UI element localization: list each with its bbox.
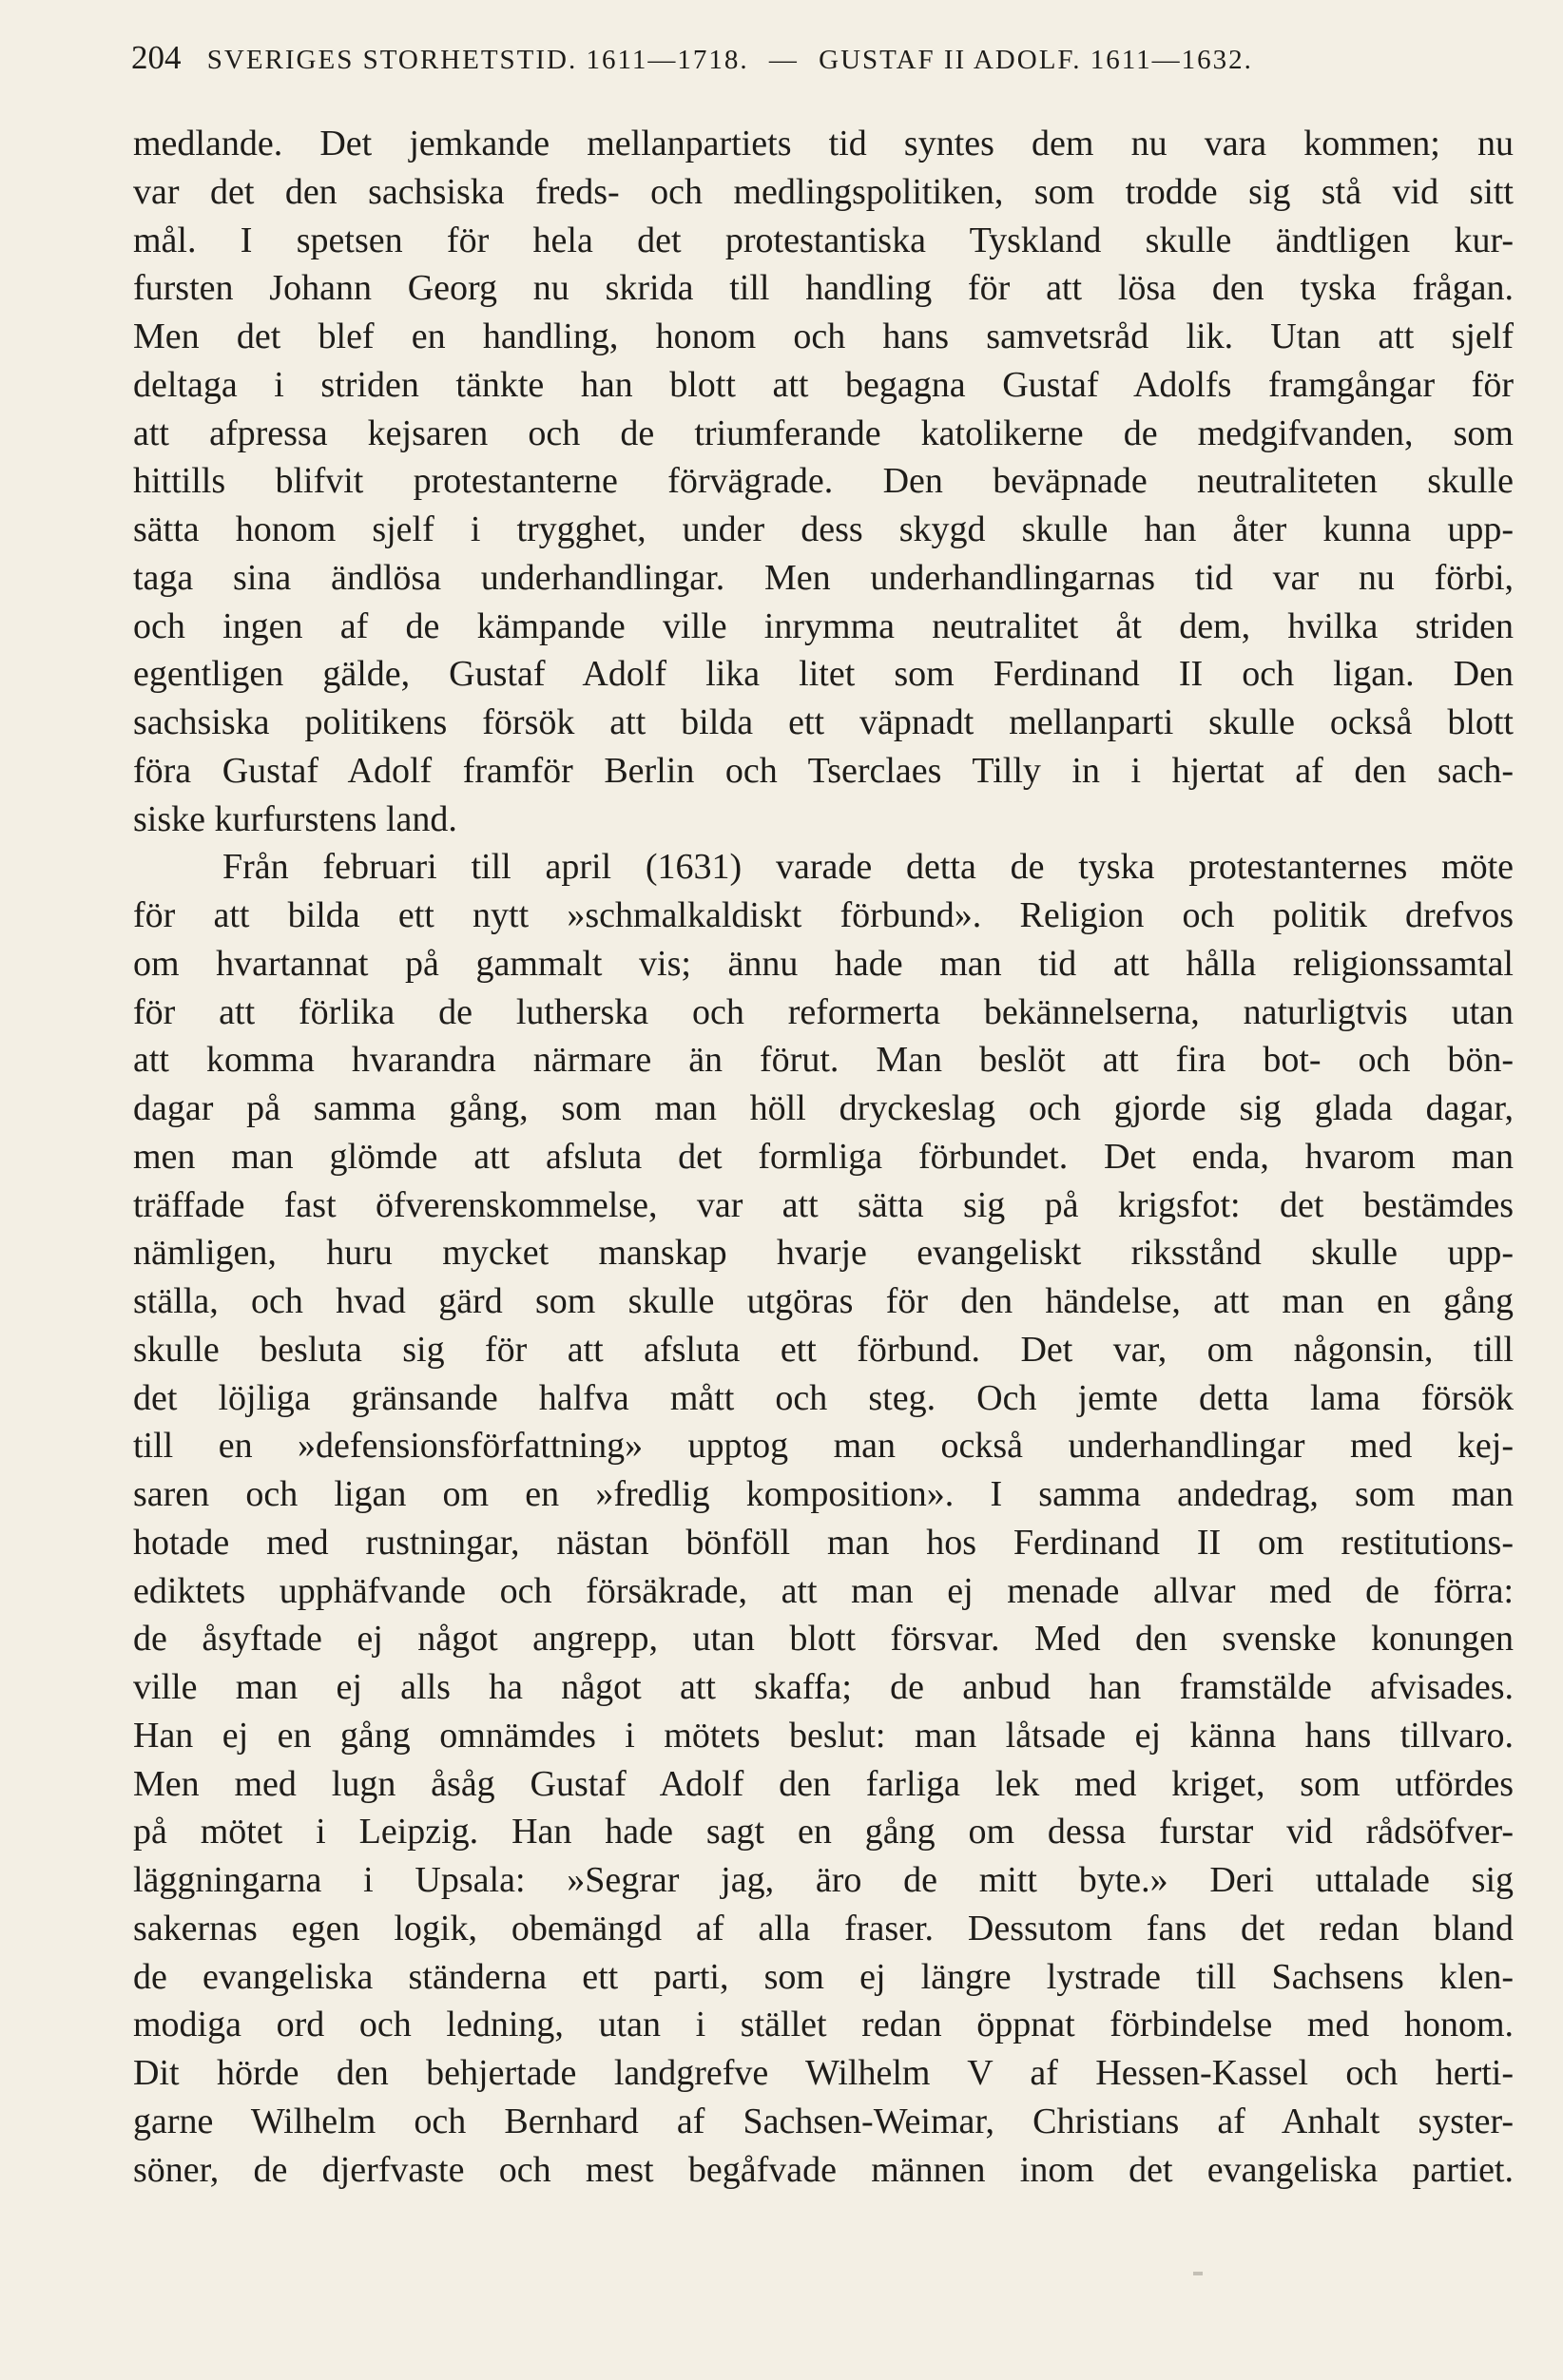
text-line: sakernas egen logik, obemängd af alla fraser. Dessutom fans det redan bland — [133, 1908, 1514, 1948]
text-line: läggningarna i Upsala: »Segrar jag, äro de mitt byte.» Deri uttalade sig — [133, 1860, 1514, 1900]
text-line: hotade med rustningar, nästan bönföll man hos Ferdinand II om restitutions- — [133, 1522, 1514, 1563]
text-line: men man glömde att afsluta det formliga förbundet. Det enda, hvarom man — [133, 1136, 1514, 1177]
text-line: Men med lugn åsåg Gustaf Adolf den farliga lek med kriget, som utfördes — [133, 1763, 1514, 1804]
text-line: de åsyftade ej något angrepp, utan blott försvar. Med den svenske konungen — [133, 1619, 1514, 1660]
text-line: för att förlika de lutherska och reformerta bekännelserna, naturligtvis utan — [133, 991, 1514, 1032]
text-line: det löjliga gränsande halfva mått och steg. Och jemte detta lama försök — [133, 1377, 1514, 1418]
text-line: var det den sachsiska freds- och medlingspolitiken, som trodde sig stå vid sitt — [133, 171, 1514, 212]
text-line: medlande. Det jemkande mellanpartiets tid syntes dem nu vara kommen; nu — [133, 124, 1514, 163]
text-line: ediktets upphäfvande och försäkrade, att man ej menade allvar med de förra: — [133, 1570, 1514, 1611]
text-line: träffade fast öfverenskommelse, var att sätta sig på krigsfot: det bestämdes — [133, 1184, 1514, 1225]
text-line: hittills blifvit protestanterne förvägrade. Den beväpnade neutraliteten skulle — [133, 461, 1514, 502]
text-line: föra Gustaf Adolf framför Berlin och Tserclaes Tilly in i hjertat af den sach- — [133, 750, 1514, 791]
paragraph-last-line: siske kurfurstens land. — [133, 798, 457, 839]
text-line: fursten Johann Georg nu skrida till handling för att lösa den tyska frågan. — [133, 268, 1514, 309]
text-line: de evangeliska ständerna ett parti, som ej längre lystrade till Sachsens klen- — [133, 1956, 1514, 1997]
text-line: sätta honom sjelf i trygghet, under dess skygd skulle han åter kunna upp- — [133, 509, 1514, 549]
text-line: att afpressa kejsaren och de triumferande katolikerne de medgifvanden, som — [133, 413, 1514, 453]
page-number: 204 — [131, 39, 182, 76]
text-line: saren och ligan om en »fredlig komposition». I samma andedrag, som man — [133, 1474, 1514, 1514]
text-line: att komma hvarandra närmare än förut. Man beslöt att fira bot- och bön- — [133, 1040, 1514, 1081]
text-line: mål. I spetsen för hela det protestantiska Tyskland skulle ändtligen kur- — [133, 220, 1514, 260]
paragraph-first-line: Från februari till april (1631) varade detta de tyska protestanternes möte — [222, 847, 1514, 888]
text-line: garne Wilhelm och Bernhard af Sachsen-Weimar, Christians af Anhalt syster- — [133, 2101, 1514, 2141]
work-title: SVERIGES STORHETSTID. 1611—1718. — [206, 45, 749, 75]
text-line: deltaga i striden tänkte han blott att begagna Gustaf Adolfs framgångar för — [133, 364, 1514, 405]
header-separator: — — [768, 45, 799, 75]
text-line: Men det blef en handling, honom och hans samvetsråd lik. Utan att sjelf — [133, 317, 1514, 356]
text-line: och ingen af de kämpande ville inrymma neutralitet åt dem, hvilka striden — [133, 605, 1514, 646]
text-line: Han ej en gång omnämdes i mötets beslut: man låtsade ej känna hans tillvaro. — [133, 1715, 1514, 1756]
text-line: för att bilda ett nytt »schmalkaldiskt förbund». Religion och politik drefvos — [133, 895, 1514, 935]
text-line: på mötet i Leipzig. Han hade sagt en gång om dessa furstar vid rådsöfver- — [133, 1812, 1514, 1852]
text-line: dagar på samma gång, som man höll dryckeslag och gjorde sig glada dagar, — [133, 1088, 1514, 1128]
text-line: ville man ej alls ha något att skaffa; de anbud han framstälde afvisades. — [133, 1667, 1514, 1707]
section-title: GUSTAF II ADOLF. 1611—1632. — [819, 45, 1253, 75]
text-line: ställa, och hvad gärd som skulle utgöras för den händelse, att man en gång — [133, 1281, 1514, 1321]
text-line: sachsiska politikens försök att bilda ett väpnadt mellanparti skulle också blott — [133, 702, 1514, 742]
text-line: Dit hörde den behjertade landgrefve Wilhelm V af Hessen-Kassel och herti- — [133, 2053, 1514, 2093]
print-speck — [1193, 2272, 1203, 2275]
text-line: söner, de djerfvaste och mest begåfvade männen inom det evangeliska partiet. — [133, 2149, 1514, 2190]
text-line: modiga ord och ledning, utan i stället redan öppnat förbindelse med honom. — [133, 2005, 1514, 2045]
text-line: taga sina ändlösa underhandlingar. Men underhandlingarnas tid var nu förbi, — [133, 557, 1514, 598]
text-line: nämligen, huru mycket manskap hvarje evangeliskt riksstånd skulle upp- — [133, 1233, 1514, 1274]
text-line: om hvartannat på gammalt vis; ännu hade man tid att hålla religionssamtal — [133, 943, 1514, 984]
text-line: skulle besluta sig för att afsluta ett förbund. Det var, om någonsin, till — [133, 1329, 1514, 1370]
text-line: egentligen gälde, Gustaf Adolf lika litet som Ferdinand II och ligan. Den — [133, 654, 1514, 695]
body-text — [133, 120, 1514, 2194]
running-head — [131, 34, 1443, 82]
text-line: till en »defensionsförfattning» upptog man också underhandlingar med kej- — [133, 1426, 1514, 1467]
